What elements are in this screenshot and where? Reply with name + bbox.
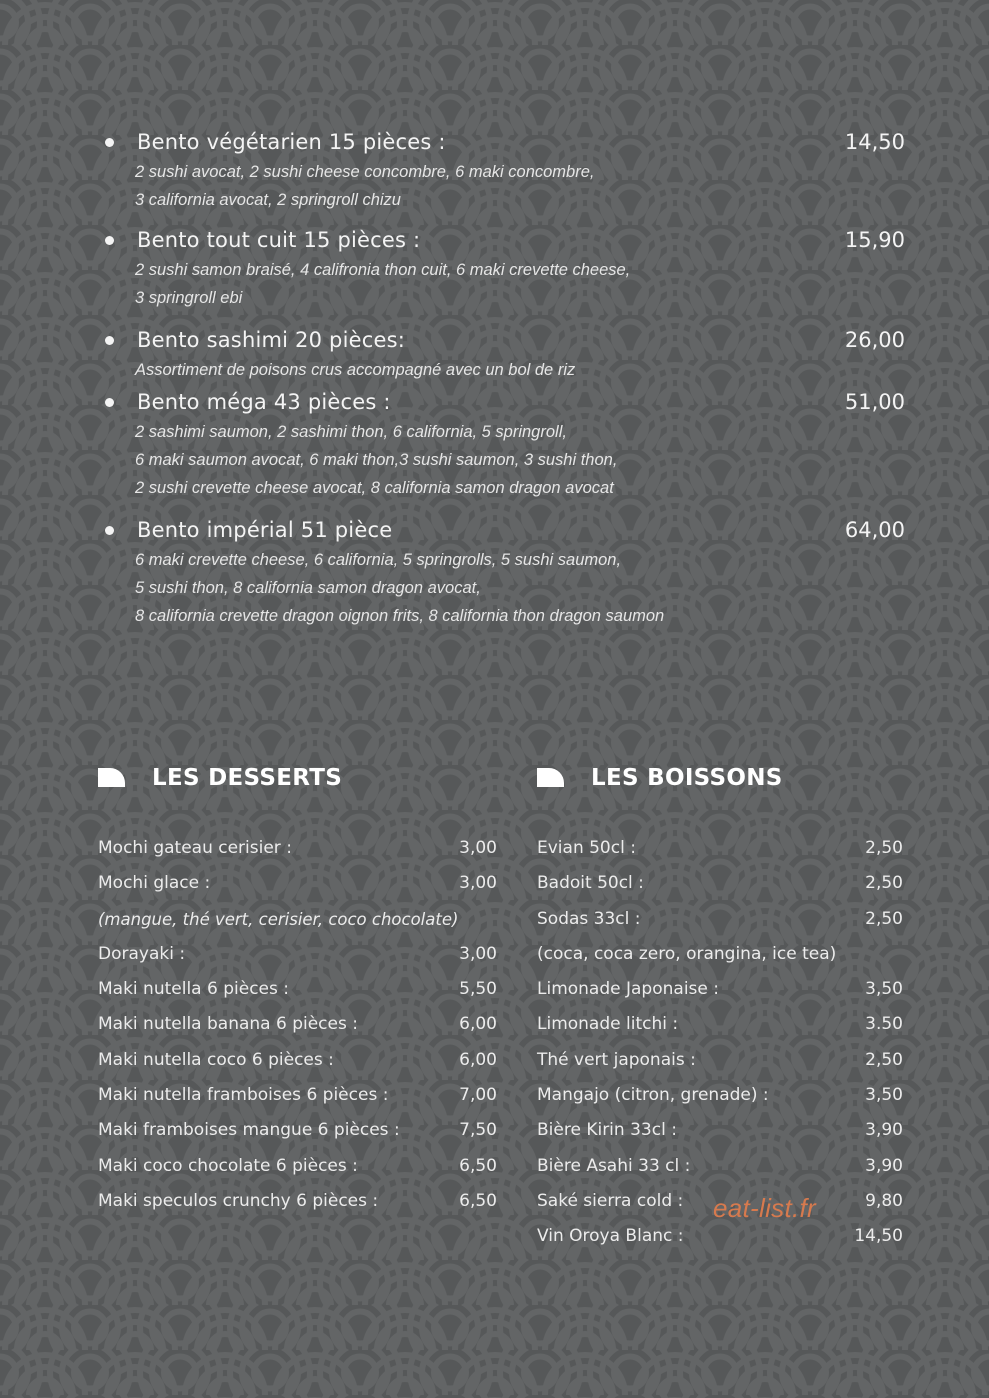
item-price: 2,50 (865, 873, 903, 894)
bento-item (100, 126, 905, 214)
bento-price: 51,00 (844, 390, 905, 414)
desserts-item (98, 1043, 497, 1078)
boissons-section-title (537, 760, 937, 796)
bullet-icon (105, 398, 114, 407)
item-price: 2,50 (865, 1049, 903, 1070)
item-name: Mochi glace : (98, 873, 211, 894)
bento-description-line: 2 sushi avocat, 2 sushi cheese concombre, 6 maki concombre, (135, 163, 595, 181)
desserts-item (98, 1184, 497, 1219)
item-name: (mangue, thé vert, cerisier, coco chocolate) (98, 909, 459, 929)
boissons-item (537, 866, 903, 901)
bento-description (135, 158, 905, 214)
bento-item (100, 514, 905, 630)
boissons-list (537, 831, 903, 1255)
boissons-item (537, 1043, 903, 1078)
boissons-heading: LES BOISSONS (591, 765, 783, 791)
desserts-item (98, 866, 497, 901)
item-name: Maki speculos crunchy 6 pièces : (98, 1190, 379, 1211)
item-name: Saké sierra cold : (537, 1190, 684, 1211)
desserts-list (98, 831, 497, 1219)
item-name: Maki nutella coco 6 pièces : (98, 1049, 334, 1070)
item-price: 9,80 (865, 1190, 903, 1211)
item-name: Maki coco chocolate 6 pièces : (98, 1155, 358, 1176)
item-price: 3,50 (865, 1085, 903, 1106)
bento-header (100, 514, 905, 546)
item-price: 3,50 (865, 979, 903, 1000)
bento-description-line: 3 california avocat, 2 springroll chizu (135, 191, 401, 209)
bento-description-line: 3 springroll ebi (135, 289, 243, 307)
bento-header (100, 224, 905, 256)
boissons-item (537, 902, 903, 937)
desserts-heading: LES DESSERTS (152, 765, 343, 791)
item-price: 2,50 (865, 908, 903, 929)
boissons-item (537, 1219, 903, 1254)
item-name: Evian 50cl : (537, 838, 636, 858)
boissons-item (537, 972, 903, 1007)
bento-description-line: 2 sushi crevette cheese avocat, 8 california samon dragon avocat (135, 479, 614, 497)
item-name: Maki nutella framboises 6 pièces : (98, 1085, 389, 1106)
item-name: Maki nutella 6 pièces : (98, 979, 289, 1000)
bento-header (100, 386, 905, 418)
item-name: Limonade Japonaise : (537, 979, 719, 1000)
bento-header (100, 126, 905, 158)
bento-description-line: 8 california crevette dragon oignon frits, 8 california thon dragon saumon (135, 607, 665, 625)
item-price: 3,90 (865, 1120, 903, 1141)
desserts-item (98, 1113, 497, 1148)
desserts-item (98, 937, 497, 972)
item-name: Mangajo (citron, grenade) : (537, 1085, 769, 1106)
item-price: 3,00 (459, 838, 497, 858)
bento-item (100, 386, 905, 502)
item-price: 6,50 (459, 1155, 497, 1176)
watermark-text: eat-list.fr (713, 1193, 816, 1223)
bento-description-line: Assortiment de poisons crus accompagné avec un bol de riz (135, 361, 576, 379)
item-name: Maki nutella banana 6 pièces : (98, 1014, 358, 1035)
item-price: 2,50 (865, 838, 903, 858)
item-price: 3,90 (865, 1155, 903, 1176)
bento-item (100, 224, 905, 312)
desserts-item (98, 1149, 497, 1184)
boissons-item (537, 831, 903, 866)
desserts-item (98, 902, 497, 937)
item-name: Mochi gateau cerisier : (98, 838, 292, 858)
item-price: 14,50 (854, 1226, 903, 1247)
boissons-item (537, 1149, 903, 1184)
bento-price: 64,00 (844, 518, 905, 542)
bento-description-line: 6 maki crevette cheese, 6 california, 5 springrolls, 5 sushi saumon, (135, 551, 622, 569)
bento-list (100, 126, 905, 630)
item-price: 6,00 (459, 1049, 497, 1070)
boissons-item (537, 1007, 903, 1042)
item-price: 5,50 (459, 979, 497, 1000)
item-price: 7,00 (459, 1085, 497, 1106)
item-name: Vin Oroya Blanc : (537, 1226, 684, 1247)
item-name: Badoit 50cl : (537, 873, 644, 894)
section-marker-icon (537, 768, 564, 787)
bento-name: Bento végétarien 15 pièces : (137, 130, 446, 154)
item-price: 6,00 (459, 1014, 497, 1035)
desserts-item (98, 972, 497, 1007)
boissons-item (537, 1113, 903, 1148)
bullet-icon (105, 236, 114, 245)
desserts-item (98, 1078, 497, 1113)
desserts-section-title (98, 760, 498, 796)
item-name: Bière Kirin 33cl : (537, 1120, 677, 1141)
bullet-icon (105, 336, 114, 345)
bento-description-line: 5 sushi thon, 8 california samon dragon avocat, (135, 579, 481, 597)
boissons-item (537, 937, 903, 972)
item-name: Maki framboises mangue 6 pièces : (98, 1120, 400, 1141)
bento-name: Bento sashimi 20 pièces: (137, 328, 406, 352)
item-price: 3,00 (459, 873, 497, 894)
desserts-item (98, 1007, 497, 1042)
section-marker-icon (98, 768, 125, 787)
bullet-icon (105, 138, 114, 147)
item-name: Bière Asahi 33 cl : (537, 1155, 691, 1176)
item-price: 3.50 (865, 1014, 903, 1035)
bento-price: 26,00 (844, 328, 905, 352)
bento-name: Bento tout cuit 15 pièces : (137, 228, 421, 252)
bento-description (135, 418, 905, 502)
bullet-icon (105, 526, 114, 535)
item-price: 3,00 (459, 943, 497, 964)
item-name: Thé vert japonais : (537, 1049, 696, 1070)
bento-name: Bento méga 43 pièces : (137, 390, 391, 414)
bento-name: Bento impérial 51 pièce (137, 518, 393, 542)
bento-description-line: 2 sushi samon braisé, 4 califronia thon cuit, 6 maki crevette cheese, (135, 261, 631, 279)
item-name: Limonade litchi : (537, 1014, 679, 1035)
boissons-item (537, 1078, 903, 1113)
item-price: 7,50 (459, 1120, 497, 1141)
item-name: (coca, coca zero, orangina, ice tea) (537, 943, 837, 964)
bento-description-line: 2 sashimi saumon, 2 sashimi thon, 6 california, 5 springroll, (135, 423, 567, 441)
bento-price: 15,90 (844, 228, 905, 252)
bento-description (135, 256, 905, 312)
item-name: Sodas 33cl : (537, 908, 641, 929)
bento-header (100, 324, 905, 356)
item-price: 6,50 (459, 1190, 497, 1211)
bento-description (135, 356, 905, 384)
bento-description (135, 546, 905, 630)
desserts-item (98, 831, 497, 866)
bento-description-line: 6 maki saumon avocat, 6 maki thon,3 sushi saumon, 3 sushi thon, (135, 451, 618, 469)
item-name: Dorayaki : (98, 943, 186, 964)
bento-price: 14,50 (844, 130, 905, 154)
bento-item (100, 324, 905, 384)
